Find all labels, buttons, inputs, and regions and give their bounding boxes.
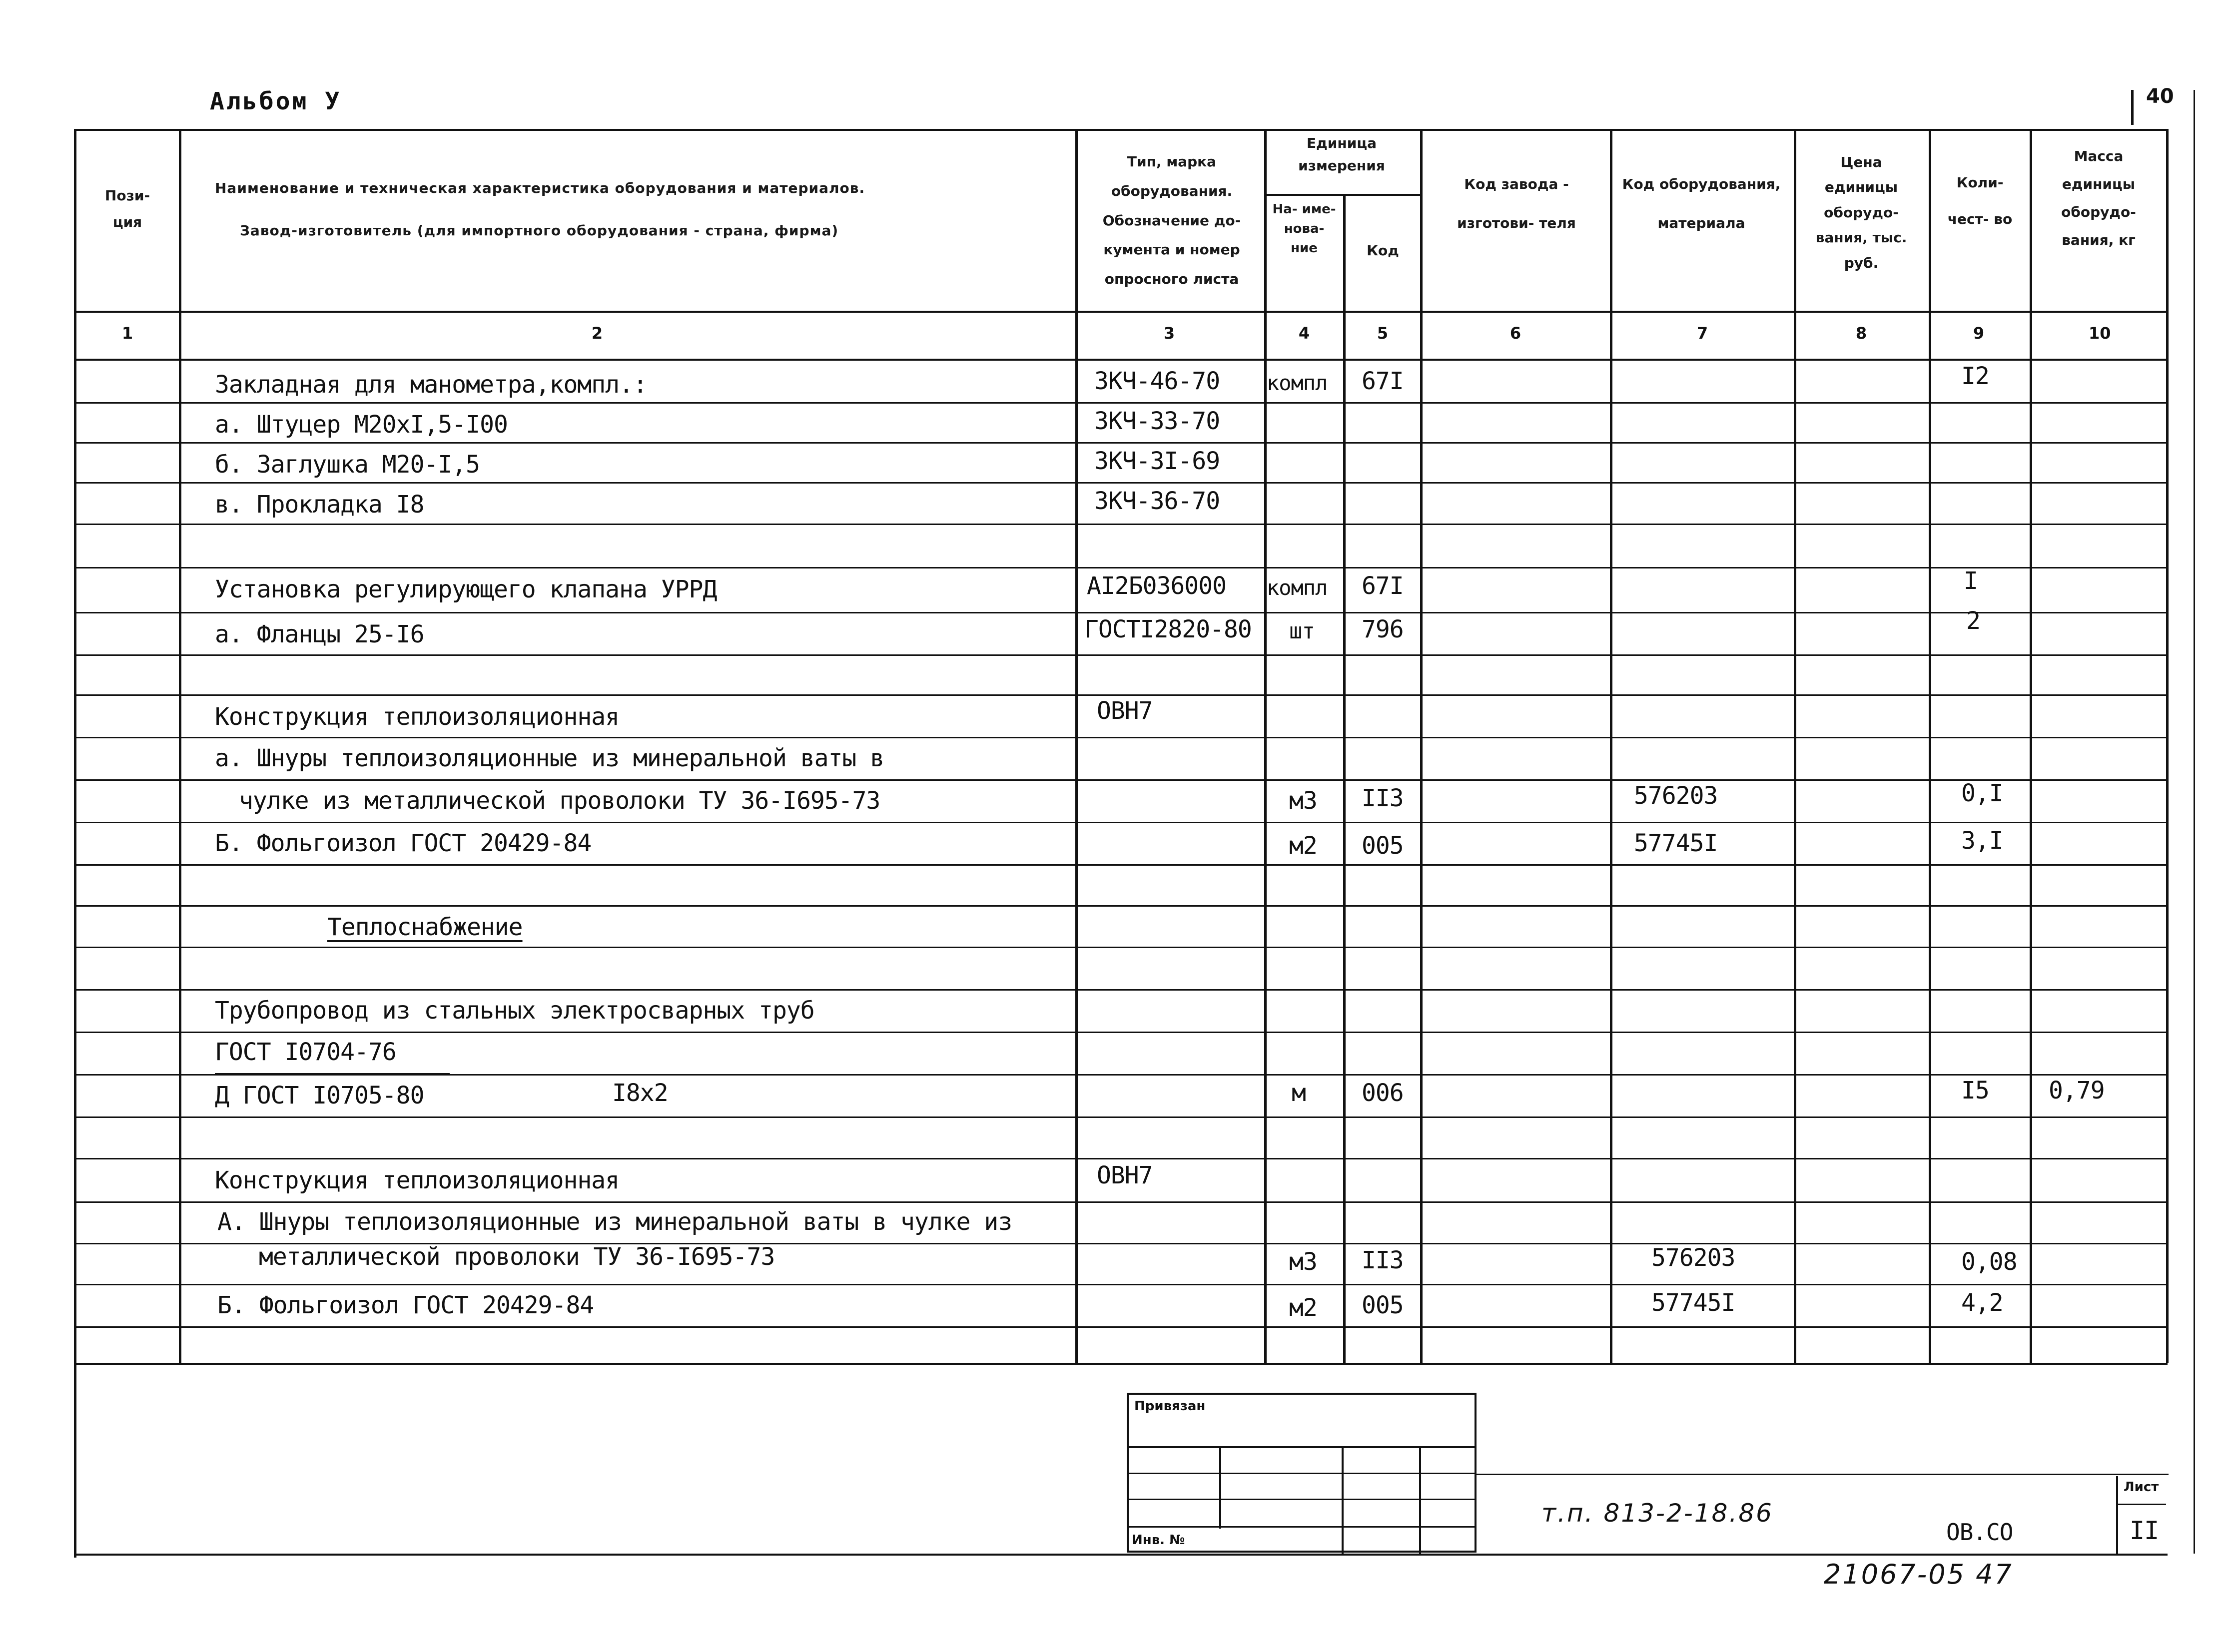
item-qty: I [1964, 567, 1978, 595]
header-unit-name: На- име- нова- ние [1272, 202, 1336, 256]
item-name: Трубопровод из стальных электросварных труб [215, 997, 814, 1025]
column-number: 4 [1298, 324, 1310, 343]
item-size: I8x2 [612, 1079, 668, 1107]
column-number: 1 [121, 324, 133, 343]
header-position: Пози- ция [104, 187, 150, 231]
item-material-code: 57745I [1651, 1289, 1735, 1317]
item-material-code: 57745I [1634, 829, 1718, 857]
item-type: ЗКЧ-46-70 [1094, 367, 1220, 395]
album-title: Альбом У [210, 87, 342, 115]
item-unit: шт [1289, 618, 1315, 644]
item-name: Б. Фольгоизол ГОСТ 20429-84 [215, 829, 592, 857]
header-unit-code: Код [1367, 242, 1399, 259]
column-number: 2 [591, 324, 603, 343]
item-type: ЗКЧ-3I-69 [1094, 447, 1220, 475]
header-name-line1: Наименование и техническая характеристика оборудования и материалов. [215, 180, 865, 196]
column-number: 5 [1377, 324, 1389, 343]
header-name-line2: Завод-изготовитель (для импортного оборудования - страна, фирма) [240, 222, 839, 239]
item-name: а. Шнуры теплоизоляционные из минеральной ваты в [215, 744, 884, 772]
item-qty: 3,I [1961, 827, 2003, 855]
item-unit-code: 006 [1362, 1079, 1404, 1107]
item-unit-code: 67I [1362, 367, 1404, 395]
item-type: ГОСТI2820-80 [1084, 615, 1252, 643]
column-number: 8 [1855, 324, 1867, 343]
item-unit: м2 [1289, 1294, 1317, 1322]
item-name: Конструкция теплоизоляционная [215, 703, 620, 731]
item-name: чулке из металлической проволоки ТУ 36-I695-73 [239, 787, 880, 815]
header-type: Тип, марка оборудования. Обозначение до- кумента и номер опросного листа [1102, 153, 1241, 288]
bottom-archive-number: 21067-05 47 [1824, 1559, 2013, 1590]
item-type: ЗКЧ-33-70 [1094, 407, 1220, 435]
item-qty: 2 [1966, 607, 1980, 635]
column-number: 10 [2089, 324, 2111, 343]
item-unit: м3 [1289, 1248, 1317, 1276]
column-number: 6 [1509, 324, 1521, 343]
item-unit-code: II3 [1362, 1246, 1404, 1274]
page-number: 40 [2146, 85, 2174, 108]
item-name: Закладная для манометра,компл.: [215, 371, 647, 399]
item-qty: I2 [1961, 362, 1989, 390]
item-unit-code: 005 [1362, 1291, 1404, 1319]
item-name: металлической проволоки ТУ 36-I695-73 [259, 1243, 775, 1271]
item-type: ОВН7 [1097, 697, 1153, 725]
header-quantity: Коли- чест- во [1947, 174, 2013, 227]
item-type: АI2Б036000 [1087, 572, 1226, 600]
item-name: а. Штуцер М20хI,5-I00 [215, 411, 508, 439]
item-unit-code: 796 [1362, 615, 1404, 643]
item-qty: 0,08 [1961, 1248, 2017, 1276]
item-qty: I5 [1961, 1077, 1989, 1104]
inventory-number-label: Инв. № [1132, 1533, 1185, 1548]
project-designation: т.п. 813-2-18.86 [1541, 1499, 1773, 1528]
item-unit: м [1292, 1079, 1306, 1107]
item-name: Конструкция теплоизоляционная [215, 1166, 620, 1194]
column-number: 7 [1696, 324, 1708, 343]
item-material-code: 576203 [1651, 1244, 1735, 1272]
document-code: ОВ.СО [1946, 1519, 2013, 1546]
column-number: 9 [1973, 324, 1985, 343]
item-name: а. Фланцы 25-I6 [215, 620, 424, 648]
item-unit: компл [1267, 575, 1328, 600]
item-material-code: 576203 [1634, 782, 1718, 810]
item-qty: 4,2 [1961, 1289, 2003, 1317]
item-type: ЗКЧ-36-70 [1094, 487, 1220, 515]
header-mass: Масса единицы оборудо- вания, кг [2061, 148, 2136, 248]
header-unit-group: Единица измерения [1298, 135, 1385, 174]
sheet-label: Лист [2124, 1480, 2159, 1495]
item-unit-code: 005 [1362, 832, 1404, 860]
item-name: Б. Фольгоизол ГОСТ 20429-84 [217, 1291, 594, 1319]
item-name: б. Заглушка М20-I,5 [215, 451, 480, 479]
sheet-number: II [2130, 1516, 2159, 1545]
item-name: А. Шнуры теплоизоляционные из минеральной ваты в чулке из [217, 1208, 1012, 1236]
section-heading: Теплоснабжение [327, 913, 523, 941]
header-price: Цена единицы оборудо- вания, тыс. руб. [1815, 154, 1907, 271]
item-type: ОВН7 [1097, 1161, 1153, 1189]
item-unit: м3 [1289, 787, 1317, 815]
privyazan-label: Привязан [1134, 1399, 1206, 1414]
item-unit: м2 [1289, 832, 1317, 860]
item-unit: компл [1267, 371, 1328, 395]
column-number: 3 [1163, 324, 1175, 343]
header-material-code: Код оборудования, материала [1622, 176, 1781, 232]
header-factory-code: Код завода - изготови- теля [1457, 176, 1576, 232]
item-unit-code: 67I [1362, 572, 1404, 600]
item-name: Установка регулирующего клапана УРРД [215, 575, 717, 603]
item-name: в. Прокладка I8 [215, 491, 424, 519]
item-qty: 0,I [1961, 779, 2003, 807]
item-name: ГОСТ I0704-76 [215, 1038, 396, 1066]
item-mass: 0,79 [2049, 1077, 2105, 1104]
item-name: Д ГОСТ I0705-80 [215, 1082, 424, 1109]
item-unit-code: II3 [1362, 784, 1404, 812]
